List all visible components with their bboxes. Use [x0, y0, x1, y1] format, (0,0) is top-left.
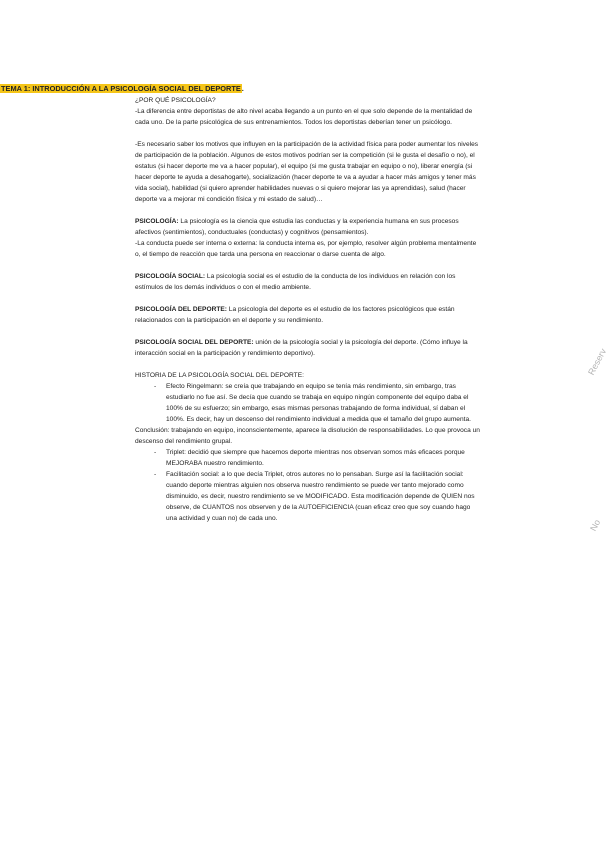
psicologia-term: PSICOLOGÍA:	[135, 218, 179, 225]
title-period: .	[241, 84, 244, 93]
watermark-no: No	[588, 517, 603, 533]
historia-list	[135, 381, 480, 425]
list-item-ringelmann: - Efecto Ringelmann: se creía que trabajando en equipo se tenía más rendimiento, sin embargo, tras estudiarlo no fue así. Se decía que cuando se trabaja en equipo ningún componente del equipo daba el 100% de su esfuerzo; sin embargo, esas mismas personas trabajando de forma individual, sí daban el 100%. Es decir, hay un descenso del rendimiento individual a medida que el tamaño del grupo aumenta.	[166, 381, 480, 425]
section-question: ¿POR QUÉ PSICOLOGÍA?	[135, 97, 216, 104]
document-body	[135, 95, 480, 524]
social-deporte-term: PSICOLOGÍA SOCIAL DEL DEPORTE:	[135, 339, 254, 346]
deporte-term: PSICOLOGÍA DEL DEPORTE:	[135, 306, 227, 313]
watermark-reserv: Reserv	[586, 346, 608, 377]
list-item-facilitacion: - Facilitación social: a lo que decía Triplet, otros autores no lo pensaban. Surge así la facilitación social: cuando deporte mientras alguien nos observa nuestro rendimiento se puede ver tanto mejorado como disminuido, es decir, nuestro rendimiento se ve MODIFICADO. Esta modificación depende de QUIEN nos observe, de CUANTOS nos observen y de la AUTOEFICIENCIA (cuan eficaz creo que soy cuando hago una actividad y cuan no) de cada uno.	[166, 469, 480, 524]
conducta-paragraph: -La conducta puede ser interna o externa: la conducta interna es, por ejemplo, resolver algún problema mentalmente o, el tiempo de reacción que tarda una persona en reaccionar o darse cuenta de algo.	[135, 240, 477, 258]
social-term: PSICOLOGÍA SOCIAL:	[135, 273, 206, 280]
deporte-definition: PSICOLOGÍA DEL DEPORTE: La psicología del deporte es el estudio de los factores psicológicos que están relacionados con la participación en el deporte y su rendimiento.	[135, 306, 455, 324]
list-item-triplet: - Triplet: decidió que siempre que hacemos deporte mientras nos observan somos más eficaces porque MEJORABA nuestro rendimiento.	[166, 447, 480, 469]
document-title	[0, 84, 244, 94]
historia-heading: HISTORIA DE LA PSICOLOGÍA SOCIAL DEL DEPORTE:	[135, 372, 304, 379]
social-definition: PSICOLOGÍA SOCIAL: La psicología social es el estudio de la conducta de los individuos en relación con los estímulos de los demás individuos o con el medio ambiente.	[135, 273, 456, 291]
intro-paragraph-2: -Es necesario saber los motivos que influyen en la participación de la actividad física para poder aumentar los niveles de participación de la población. Algunos de estos motivos podrían ser la competición (si le gusta el desafío o no), el estatus (si hacer deporte me va a hacer popular), el equipo (si me gusta trabajar en equipo o no), liberar energía (si hacer deporte te ayuda a desahogarte), socialización (hacer deporte te va a ayudar a hacer más amigos y tener más vida social), habilidad (si quiero aprender habilidades nuevas o si quiero mejorar las ya aprendidas), salud (hacer deporte va a mejorar mi condición física y mi estado de salud)…	[135, 141, 479, 203]
conclusion-paragraph: Conclusión: trabajando en equipo, inconscientemente, aparece la disolución de responsabilidades. Lo que provoca un descenso del rendimiento grupal.	[135, 427, 480, 445]
historia-list-2	[135, 447, 480, 524]
intro-paragraph-1: -La diferencia entre deportistas de alto nivel acaba llegando a un punto en el que solo depende de la mentalidad de cada uno. De la parte psicológica de sus entrenamientos. Todos los deportistas deberían tener un psicólogo.	[135, 108, 473, 126]
psicologia-definition: PSICOLOGÍA: La psicología es la ciencia que estudia las conductas y la experiencia humana en sus procesos afectivos (sentimientos), conductuales (conductas) y cognitivos (pensamientos).	[135, 218, 459, 236]
social-deporte-definition: PSICOLOGÍA SOCIAL DEL DEPORTE: unión de la psicología social y la psicología del deporte. (Cómo influye la interacción social en la participación y rendimiento deportivo).	[135, 339, 468, 357]
title-highlight: TEMA 1: INTRODUCCIÓN A LA PSICOLOGÍA SOCIAL DEL DEPORTE	[1, 84, 241, 93]
